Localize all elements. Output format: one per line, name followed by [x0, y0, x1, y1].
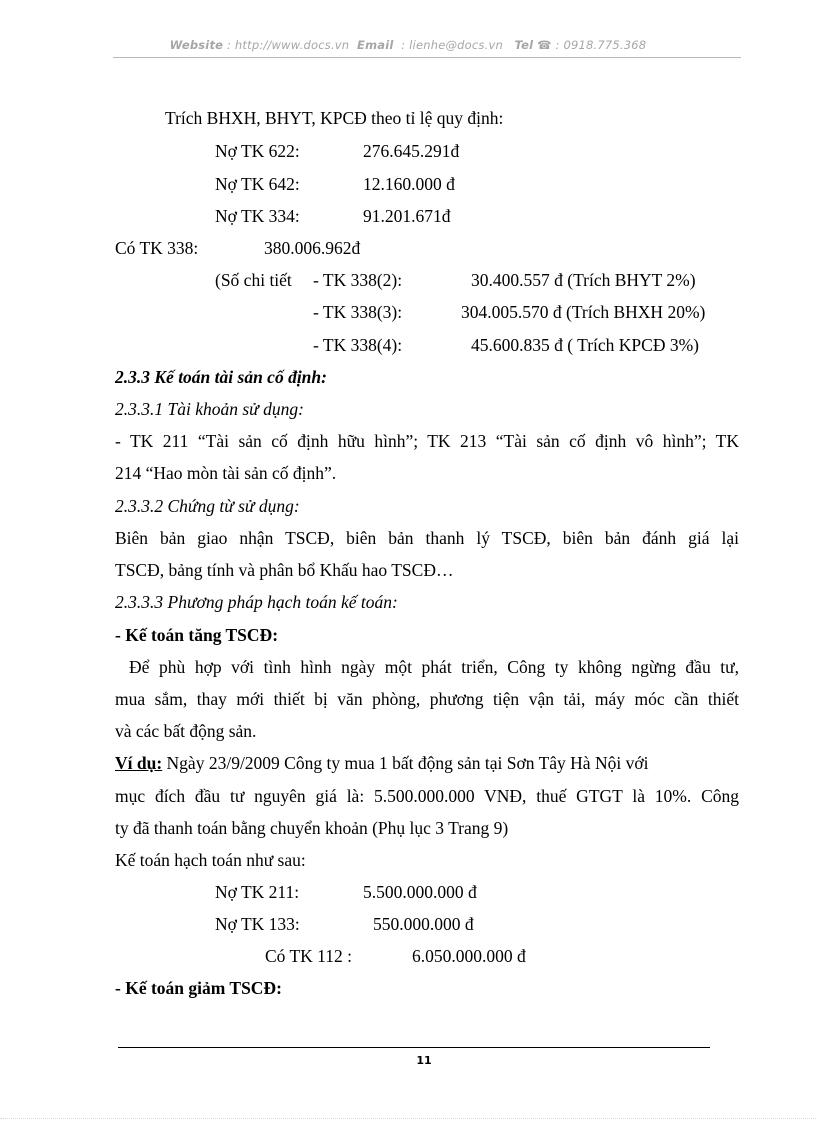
debit-account: Nợ TK 622:	[215, 141, 300, 161]
paragraph-line: mục đích đầu tư nguyên giá là: 5.500.000.000 VNĐ, thuế GTGT là 10%. Công	[115, 786, 739, 806]
increase-heading: - Kế toán tăng TSCĐ:	[115, 625, 279, 645]
detail-label: (Số chi tiết	[215, 270, 292, 290]
detail-account: - TK 338(4):	[313, 335, 403, 355]
subsection-heading: 2.3.3.1 Tài khoản sử dụng:	[115, 399, 304, 419]
decrease-heading: - Kế toán giảm TSCĐ:	[115, 978, 282, 998]
debit-account: Nợ TK 334:	[215, 206, 300, 226]
paragraph-line: - TK 211 “Tài sản cố định hữu hình”; TK 213 “Tài sản cố định vô hình”; TK	[115, 431, 739, 451]
phone-icon: ☎	[537, 38, 552, 52]
subsection-heading: 2.3.3.2 Chứng từ sử dụng:	[115, 496, 300, 516]
debit-account: Nợ TK 133:	[215, 914, 300, 934]
page-header	[0, 38, 816, 52]
detail-account: - TK 338(2):	[313, 270, 403, 290]
detail-amount: 30.400.557 đ (Trích BHYT 2%)	[471, 270, 696, 290]
credit-amount: 380.006.962đ	[264, 238, 361, 258]
header-divider	[113, 57, 741, 58]
credit-amount: 6.050.000.000 đ	[412, 946, 526, 966]
example-text: Ngày 23/9/2009 Công ty mua 1 bất động sản tại Sơn Tây Hà Nội với	[162, 753, 649, 773]
email-value[interactable]: : lienhe@docs.vn	[401, 38, 503, 52]
subsection-heading: 2.3.3.3 Phương pháp hạch toán kế toán:	[115, 592, 398, 612]
debit-amount: 91.201.671đ	[363, 206, 451, 226]
paragraph-line: Để phù hợp với tình hình ngày một phát triển, Công ty không ngừng đầu tư,	[129, 657, 739, 677]
entry-intro: Kế toán hạch toán như sau:	[115, 850, 306, 870]
tel-value: : 0918.775.368	[555, 38, 647, 52]
entries-intro: Trích BHXH, BHYT, KPCĐ theo tỉ lệ quy định:	[165, 108, 504, 128]
debit-account: Nợ TK 211:	[215, 882, 300, 902]
paragraph-line: và các bất động sản.	[115, 721, 257, 741]
credit-account: Có TK 112 :	[265, 946, 353, 966]
debit-account: Nợ TK 642:	[215, 174, 300, 194]
email-label: Email	[357, 38, 394, 52]
debit-amount: 276.645.291đ	[363, 141, 460, 161]
page-number: 11	[416, 1054, 432, 1067]
page-edge	[0, 1118, 816, 1119]
detail-amount: 45.600.835 đ ( Trích KPCĐ 3%)	[471, 335, 700, 355]
paragraph-line: 214 “Hao mòn tài sản cố định”.	[115, 463, 337, 483]
footer-divider	[118, 1047, 710, 1048]
debit-amount: 550.000.000 đ	[373, 914, 474, 934]
debit-amount: 12.160.000 đ	[363, 174, 455, 194]
debit-amount: 5.500.000.000 đ	[363, 882, 477, 902]
detail-account: - TK 338(3):	[313, 302, 403, 322]
example-label: Ví dụ:	[115, 753, 163, 773]
paragraph-line: Biên bản giao nhận TSCĐ, biên bản thanh lý TSCĐ, biên bản đánh giá lại	[115, 528, 739, 548]
paragraph-line: TSCĐ, bảng tính và phân bổ Khấu hao TSCĐ…	[115, 560, 454, 580]
detail-amount: 304.005.570 đ (Trích BHXH 20%)	[461, 302, 706, 322]
example-line	[115, 753, 739, 773]
section-heading: 2.3.3 Kế toán tài sản cố định:	[115, 367, 327, 387]
website-label: Website	[169, 38, 224, 52]
website-value[interactable]: : http://www.docs.vn	[227, 38, 350, 52]
tel-label: Tel	[514, 38, 534, 52]
paragraph-line: mua sắm, thay mới thiết bị văn phòng, phương tiện vận tải, máy móc cần thiết	[115, 689, 739, 709]
credit-account: Có TK 338:	[115, 238, 199, 258]
paragraph-line: ty đã thanh toán bằng chuyển khoản (Phụ lục 3 Trang 9)	[115, 818, 509, 838]
